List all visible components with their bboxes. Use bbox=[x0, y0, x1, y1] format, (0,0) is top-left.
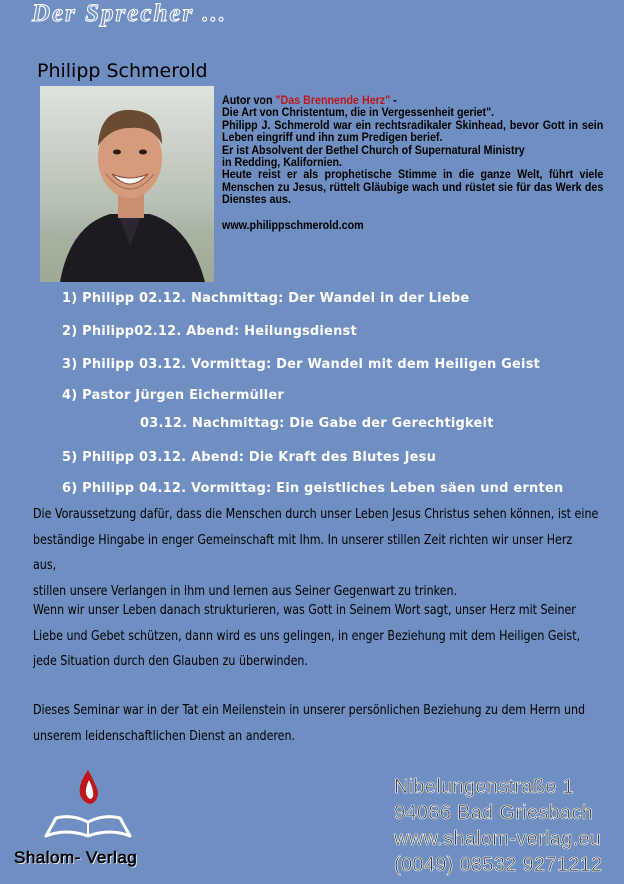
contact-block bbox=[394, 774, 602, 878]
book-title: "Das Brennende Herz" bbox=[275, 95, 391, 107]
paragraph-line: Dieses Seminar war in der Tat ein Meilenstein in unserer persönlichen Beziehung zu dem Herrn und bbox=[33, 703, 586, 718]
contact-website[interactable]: www.shalom-verlag.eu bbox=[394, 828, 602, 850]
speaker-bio bbox=[222, 95, 603, 232]
bio-subtitle: Die Art von Christentum, die in Vergessenheit geriet". bbox=[222, 107, 495, 120]
body-paragraph bbox=[33, 598, 581, 675]
bio-line: Er ist Absolvent der Bethel Church of Supernatural Ministry bbox=[222, 144, 525, 157]
speaker-name: Philipp Schmerold bbox=[37, 60, 208, 82]
paragraph-line: Die Voraussetzung dafür, dass die Menschen durch unser Leben Jesus Christus sehen können, ist eine bbox=[33, 507, 599, 522]
session-item: 03.12. Nachmittag: Die Gabe der Gerechtigkeit bbox=[140, 416, 494, 431]
bio-line: Philipp J. Schmerold war ein rechtsradikaler Skinhead, bevor Gott in sein Leben eingriff und ihn zum Predigen berief. bbox=[222, 119, 604, 145]
session-item: 1) Philipp 02.12. Nachmittag: Der Wandel in der Liebe bbox=[62, 291, 470, 306]
bio-line: Heute reist er als prophetische Stimme in die ganze Welt, führt viele Menschen zu Jesus, rüttelt Gläubige wach und rüstet sie für das Werk des Dienstes aus. bbox=[222, 169, 604, 207]
body-paragraph bbox=[33, 502, 599, 604]
bio-author-line bbox=[222, 95, 603, 107]
speaker-portrait-icon bbox=[40, 86, 214, 282]
bio-line: in Redding, Kalifornien. bbox=[222, 157, 343, 170]
paragraph-line: jede Situation durch den Glauben zu überwinden. bbox=[33, 654, 308, 669]
flame-book-logo-icon bbox=[14, 766, 164, 846]
body-paragraph bbox=[33, 698, 586, 749]
bio-after-title: - bbox=[390, 95, 397, 107]
speaker-website[interactable]: www.philippschmerold.com bbox=[222, 219, 364, 232]
contact-phone: (0049) 08532 9271212 bbox=[394, 854, 603, 876]
paragraph-line: beständige Hingabe in enger Gemeinschaft mit Ihm. In unserer stillen Zeit richten wir unser Herz aus, bbox=[33, 532, 573, 573]
session-item: 4) Pastor Jürgen Eichermüller bbox=[62, 388, 284, 403]
header-title: Der Sprecher ... bbox=[32, 0, 228, 27]
session-item: 6) Philipp 04.12. Vormittag: Ein geistliches Leben säen und ernten bbox=[62, 481, 564, 496]
bio-author-prefix: Autor von bbox=[222, 95, 276, 107]
session-item: 2) Philipp02.12. Abend: Heilungsdienst bbox=[62, 324, 357, 339]
contact-street: Nibelungenstraße 1 bbox=[394, 776, 574, 798]
session-item: 3) Philipp 03.12. Vormittag: Der Wandel mit dem Heiligen Geist bbox=[62, 357, 541, 372]
session-item: 5) Philipp 03.12. Abend: Die Kraft des Blutes Jesu bbox=[62, 450, 437, 465]
speaker-photo bbox=[40, 86, 214, 282]
contact-city: 94086 Bad Griesbach bbox=[394, 802, 594, 824]
paragraph-line: unserem leidenschaftlichen Dienst an anderen. bbox=[33, 728, 296, 744]
paragraph-line: Liebe und Gebet schützen, dann wird es uns gelingen, in enger Beziehung mit dem Heiligen Geist, bbox=[33, 628, 581, 644]
paragraph-line: Wenn wir unser Leben danach strukturieren, was Gott in Seinem Wort sagt, unser Herz mit Seiner bbox=[33, 603, 576, 618]
paragraph-line: stillen unsere Verlangen in Ihm und lernen aus Seiner Gegenwart zu trinken. bbox=[33, 583, 458, 599]
publisher-name: Shalom- Verlag bbox=[14, 848, 138, 867]
